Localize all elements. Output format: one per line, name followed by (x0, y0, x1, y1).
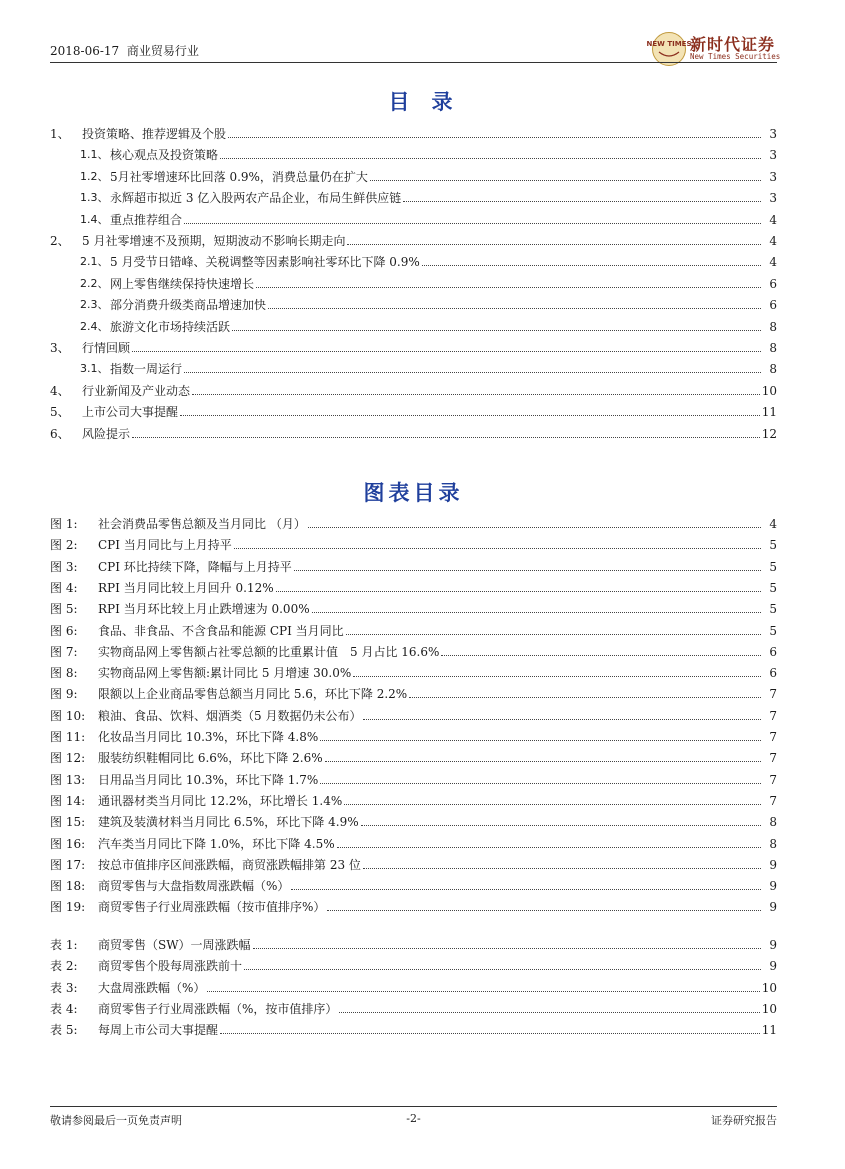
figure-entry-leader-dots (312, 612, 761, 613)
table-entry-leader-dots (244, 969, 761, 970)
figure-entry-num: 图 12: (50, 751, 86, 766)
table-entry[interactable] (50, 1017, 777, 1037)
toc-entry-leader-dots (220, 158, 761, 159)
toc-entry-num: 3、 (50, 341, 70, 355)
figure-entry-page: 5 (769, 559, 777, 574)
toc-entry-label: 部分消费升级类商品增速加快 (110, 298, 267, 313)
figure-entry-leader-dots (363, 868, 761, 869)
figure-entry-num: 图 11: (50, 730, 86, 744)
logo-badge-text: NEW TIMES (646, 40, 692, 48)
figure-entry[interactable] (50, 532, 777, 552)
figure-list-title: 图表目录 (363, 481, 464, 505)
toc-entry[interactable] (50, 271, 777, 291)
figure-entry-label: RPI 当月同比较上月回升 0.12% (98, 580, 274, 595)
figure-entry-leader-dots (308, 527, 761, 528)
toc-entry-leader-dots (403, 201, 761, 202)
figure-entry-num: 图 17: (50, 857, 86, 872)
figure-entry-label: 按总市值排序区间涨跌幅，商贸涨跌幅排第 23 位 (98, 857, 361, 872)
figure-entry-leader-dots (320, 740, 761, 741)
table-entry-page: 10 (761, 980, 777, 995)
figure-entry-label: 建筑及装潢材料当月同比 6.5%，环比下降 4.9% (98, 815, 359, 830)
toc-entry-label: 行情回顾 (82, 341, 131, 355)
table-entry-leader-dots (339, 1012, 759, 1013)
figure-entry-leader-dots (320, 783, 761, 784)
figure-entry-num: 图 2: (50, 538, 78, 553)
toc-entry-page: 3 (769, 148, 777, 163)
toc-entry-page: 6 (769, 276, 777, 291)
table-entry[interactable] (50, 953, 777, 973)
toc-entry-leader-dots (192, 394, 760, 395)
figure-entry-page: 9 (769, 900, 777, 915)
toc-entry-page: 8 (769, 341, 777, 355)
toc-entry-leader-dots (422, 265, 761, 266)
figure-entry[interactable] (50, 639, 777, 659)
figure-entry[interactable] (50, 852, 777, 872)
figure-entry-leader-dots (441, 655, 761, 656)
figure-entry[interactable] (50, 618, 777, 638)
figure-entry-leader-dots (353, 676, 761, 677)
toc-entry-label: 5 月受节日错峰、关税调整等因素影响社零环比下降 0.9% (110, 255, 420, 270)
figure-entry[interactable] (50, 809, 777, 829)
table-entry[interactable] (50, 996, 777, 1016)
figure-entry[interactable] (50, 724, 777, 744)
toc-entry[interactable] (50, 249, 777, 269)
table-entry-leader-dots (207, 991, 759, 992)
figure-entry-label: RPI 当月环比较上月止跌增速为 0.00% (98, 602, 310, 617)
toc-entry[interactable] (50, 121, 777, 141)
toc-entry-num: 3.1、 (80, 362, 109, 376)
table-entry-leader-dots (220, 1033, 760, 1034)
toc-entry-leader-dots (180, 415, 760, 416)
header-date-category (50, 44, 199, 58)
figure-entry[interactable] (50, 745, 777, 765)
toc-entry-page: 3 (769, 169, 777, 184)
figure-entry-page: 8 (769, 836, 777, 851)
figure-entry-label: CPI 当月同比与上月持平 (98, 538, 232, 553)
footer-divider (50, 1106, 777, 1107)
figure-entry[interactable] (50, 703, 777, 723)
toc-entry-num: 2、 (50, 234, 70, 248)
figure-entry[interactable] (50, 596, 777, 616)
table-entry[interactable] (50, 975, 777, 995)
toc-entry-page: 4 (769, 234, 777, 248)
figure-entry-label: 食品、非食品、不含食品和能源 CPI 当月同比 (98, 623, 344, 638)
figure-entry-leader-dots (294, 570, 761, 571)
toc-entry[interactable] (50, 399, 777, 419)
toc-entry-num: 1.1、 (80, 148, 109, 162)
figure-entry-num: 图 8: (50, 666, 78, 681)
figure-entry[interactable] (50, 575, 777, 595)
toc-entry-leader-dots (132, 351, 761, 352)
toc-entry-page: 10 (761, 383, 777, 398)
toc-entry-page: 4 (769, 255, 777, 270)
figure-entry-leader-dots (409, 697, 761, 698)
table-entry-num: 表 1: (50, 938, 78, 952)
toc-entry-page: 4 (769, 212, 777, 227)
figure-entry-label: 服装纺织鞋帽同比 6.6%，环比下降 2.6% (98, 751, 323, 766)
figure-entry-page: 7 (769, 751, 777, 766)
toc-entry-label: 永辉超市拟近 3 亿入股两农产品企业，布局生鲜供应链 (110, 191, 402, 206)
toc-entry-page: 12 (761, 426, 777, 441)
toc-entry-num: 1.3、 (80, 191, 109, 205)
toc-entry[interactable] (50, 314, 777, 334)
toc-entry-num: 5、 (50, 405, 70, 420)
figure-entry-label: 商贸零售子行业周涨跌幅（按市值排序%） (98, 900, 326, 915)
figure-entry[interactable] (50, 873, 777, 893)
figure-entry-page: 5 (769, 602, 777, 617)
toc-entry-num: 1.4、 (80, 212, 109, 226)
figure-entry-num: 图 14: (50, 793, 86, 808)
toc-entry-leader-dots (268, 308, 761, 309)
toc-entry-label: 5 月社零增速不及预期，短期波动不影响长期走向 (82, 234, 346, 248)
figure-entry-label: 日用品当月同比 10.3%，环比下降 1.7% (98, 772, 319, 787)
toc-entry-leader-dots (370, 180, 761, 181)
table-entry-page: 10 (761, 1001, 777, 1016)
toc-entry-num: 1.2、 (80, 169, 109, 183)
figure-entry-page: 9 (769, 857, 777, 872)
figure-entry-page: 7 (769, 687, 777, 702)
figure-entry-label: 商贸零售与大盘指数周涨跌幅（%） (98, 879, 290, 894)
company-logo (646, 30, 782, 66)
figure-entry-label: 实物商品网上零售额占社零总额的比重累计值 5 月占比 16.6% (98, 644, 440, 659)
toc-entry-leader-dots (184, 223, 761, 224)
figure-entry-leader-dots (346, 634, 761, 635)
figure-entry-label: 通讯器材类当月同比 12.2%，环比增长 1.4% (98, 793, 343, 808)
toc-entry[interactable] (50, 228, 777, 248)
figure-entry[interactable] (50, 767, 777, 787)
toc-entry-label: 重点推荐组合 (110, 212, 183, 227)
table-entry-page: 9 (769, 959, 777, 974)
toc-entry[interactable] (50, 185, 777, 205)
table-entry[interactable] (50, 932, 777, 952)
table-entry-label: 商贸零售个股每周涨跌前十 (98, 959, 243, 974)
figure-entry[interactable] (50, 894, 777, 914)
page-number: -2- (406, 1112, 421, 1125)
table-entry-num: 表 2: (50, 959, 78, 974)
table-entry-label: 大盘周涨跌幅（%） (98, 980, 206, 995)
figure-entry-num: 图 13: (50, 772, 86, 787)
figure-entry-page: 5 (769, 580, 777, 595)
toc-entry-page: 6 (769, 298, 777, 313)
figure-entry-num: 图 1: (50, 517, 78, 531)
toc-entry-num: 2.2、 (80, 276, 109, 290)
toc-entry-num: 1、 (50, 127, 70, 141)
figure-entry-num: 图 19: (50, 900, 86, 915)
toc-entry[interactable] (50, 142, 777, 162)
toc-entry-leader-dots (347, 244, 761, 245)
toc-entry-label: 投资策略、推荐逻辑及个股 (82, 127, 227, 141)
figure-entry[interactable] (50, 554, 777, 574)
figure-entry-page: 6 (769, 666, 777, 681)
toc-entry-num: 4、 (50, 383, 70, 398)
figure-entry-page: 9 (769, 879, 777, 894)
figure-entry-leader-dots (327, 910, 761, 911)
toc-entry-num: 2.4、 (80, 319, 109, 333)
toc-entry[interactable] (50, 164, 777, 184)
toc-entry-leader-dots (184, 372, 761, 373)
figure-entry[interactable] (50, 788, 777, 808)
figure-entry-label: CPI 环比持续下降，降幅与上月持平 (98, 559, 292, 574)
figure-entry-page: 8 (769, 815, 777, 830)
toc-entry[interactable] (50, 207, 777, 227)
footer-disclaimer: 敬请参阅最后一页免责声明 (50, 1114, 182, 1127)
figure-entry-page: 5 (769, 623, 777, 638)
logo-badge-icon (646, 32, 692, 66)
table-entry-page: 9 (769, 938, 777, 952)
figure-entry-leader-dots (234, 548, 761, 549)
figure-entry-num: 图 18: (50, 879, 86, 894)
toc-entry-page: 11 (761, 405, 777, 420)
toc-entry-num: 2.1、 (80, 255, 109, 269)
figure-entry-page: 7 (769, 772, 777, 787)
toc-entry-page: 8 (769, 362, 777, 377)
figure-entry-label: 粮油、食品、饮料、烟酒类（5 月数据仍未公布） (98, 708, 362, 723)
toc-entry[interactable] (50, 421, 777, 441)
toc-entry-label: 网上零售继续保持快速增长 (110, 276, 255, 291)
toc-entry-label: 行业新闻及产业动态 (82, 383, 191, 398)
table-entry-label: 商贸零售子行业周涨跌幅（%，按市值排序） (98, 1001, 338, 1016)
figure-entry[interactable] (50, 681, 777, 701)
figure-entry[interactable] (50, 511, 777, 531)
figure-entry-label: 社会消费品零售总额及当月同比 （月） (98, 517, 306, 531)
toc-entry-page: 8 (769, 319, 777, 334)
table-entry-num: 表 5: (50, 1023, 78, 1038)
figure-entry-leader-dots (363, 719, 761, 720)
header-date: 2018-06-17 (50, 44, 120, 58)
figure-entry-label: 化妆品当月同比 10.3%，环比下降 4.8% (98, 730, 319, 744)
figure-entry-page: 7 (769, 793, 777, 808)
toc-entry-page: 3 (769, 191, 777, 206)
toc-entry-leader-dots (132, 437, 760, 438)
figure-entry-num: 图 3: (50, 559, 78, 574)
logo-chinese-name: 新时代证券 (690, 35, 776, 54)
figure-entry-page: 7 (769, 730, 777, 744)
toc-entry-label: 5月社零增速环比回落 0.9%，消费总量仍在扩大 (110, 169, 368, 184)
figure-entry-num: 图 9: (50, 687, 78, 702)
toc-entry-page: 3 (769, 127, 777, 141)
toc-entry-num: 6、 (50, 426, 70, 441)
figure-entry-page: 7 (769, 708, 777, 723)
toc-title: 目录 (388, 90, 475, 114)
table-entry-label: 商贸零售（SW）一周涨跌幅 (98, 938, 251, 952)
table-entry-num: 表 4: (50, 1001, 78, 1016)
figure-entry-label: 实物商品网上零售额:累计同比 5 月增速 30.0% (98, 666, 352, 681)
figure-entry-label: 限额以上企业商品零售总额当月同比 5.6，环比下降 2.2% (98, 687, 408, 702)
toc-entry-label: 上市公司大事提醒 (82, 405, 179, 420)
table-entry-page: 11 (761, 1023, 777, 1038)
footer-report-type: 证券研究报告 (711, 1114, 777, 1127)
figure-entry-leader-dots (361, 825, 761, 826)
figure-entry-label: 汽车类当月同比下降 1.0%，环比下降 4.5% (98, 836, 335, 851)
header-category: 商业贸易行业 (126, 44, 199, 58)
figure-entry-leader-dots (325, 761, 761, 762)
figure-entry-page: 4 (769, 517, 777, 531)
figure-entry-num: 图 16: (50, 836, 86, 851)
logo-english-name: New Times Securities (690, 52, 781, 61)
toc-entry-num: 2.3、 (80, 298, 109, 312)
figure-entry-num: 图 10: (50, 708, 86, 723)
toc-entry-label: 风险提示 (82, 426, 131, 441)
figure-entry-num: 图 6: (50, 623, 78, 638)
figure-entry-num: 图 15: (50, 815, 86, 830)
toc-entry-label: 指数一周运行 (110, 362, 183, 377)
figure-entry-num: 图 7: (50, 644, 78, 659)
table-entry-label: 每周上市公司大事提醒 (98, 1023, 219, 1038)
toc-entry-leader-dots (232, 330, 761, 331)
toc-entry[interactable] (50, 335, 777, 355)
figure-entry-leader-dots (276, 591, 761, 592)
toc-entry-leader-dots (256, 287, 761, 288)
toc-entry[interactable] (50, 378, 777, 398)
table-entry-leader-dots (253, 948, 761, 949)
figure-entry-page: 6 (769, 644, 777, 659)
toc-entry[interactable] (50, 356, 777, 376)
toc-entry-label: 旅游文化市场持续活跃 (110, 319, 231, 334)
figure-entry-leader-dots (291, 889, 761, 890)
table-entry-num: 表 3: (50, 980, 78, 995)
toc-entry-leader-dots (228, 137, 761, 138)
figure-entry-leader-dots (344, 804, 761, 805)
figure-entry-page: 5 (769, 538, 777, 553)
toc-entry-label: 核心观点及投资策略 (110, 148, 219, 163)
figure-entry-num: 图 4: (50, 580, 78, 595)
figure-entry[interactable] (50, 660, 777, 680)
figure-entry[interactable] (50, 831, 777, 851)
header-divider (50, 62, 777, 63)
figure-entry-num: 图 5: (50, 602, 78, 617)
toc-entry[interactable] (50, 292, 777, 312)
figure-entry-leader-dots (337, 847, 761, 848)
